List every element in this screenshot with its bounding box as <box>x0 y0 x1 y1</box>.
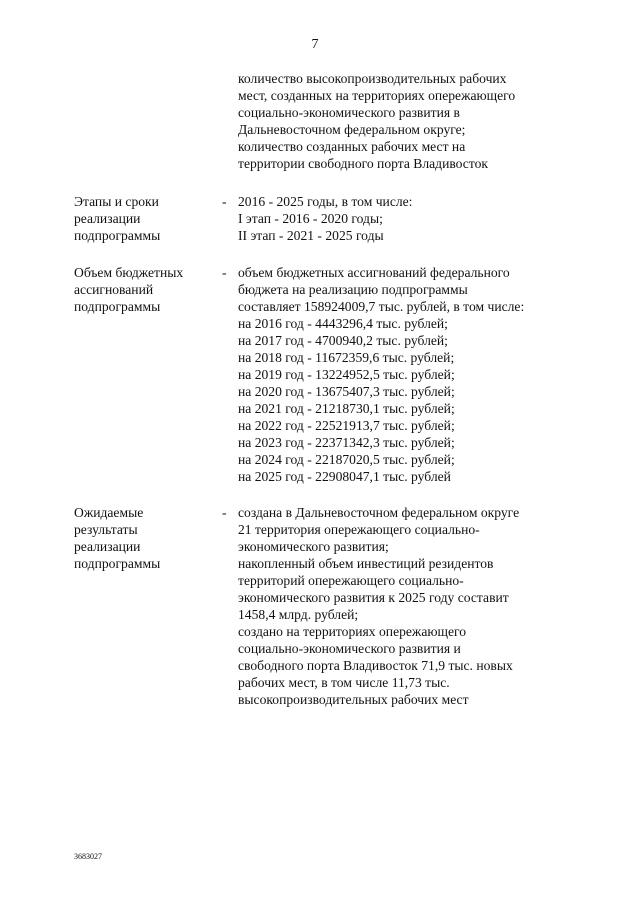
value-line: свободного порта Владивосток 71,9 тыс. новых <box>238 658 513 673</box>
value-line: 21 территория опережающего социально- <box>238 522 480 537</box>
value-line: на 2017 год - 4700940,2 тыс. рублей; <box>238 333 448 348</box>
label-line: подпрограммы <box>74 228 161 243</box>
document-code: 3683027 <box>74 852 102 861</box>
section-results-value <box>238 504 583 708</box>
section-continuation-value <box>238 70 583 172</box>
label-line: ассигнований <box>74 282 154 297</box>
section-budget-label <box>74 264 214 315</box>
label-line: Объем бюджетных <box>74 265 184 280</box>
dash-separator: - <box>222 265 227 280</box>
value-line: социально-экономического развития и <box>238 641 461 656</box>
value-line: создана в Дальневосточном федеральном округе <box>238 505 520 520</box>
label-line: реализации <box>74 539 141 554</box>
value-line: количество высокопроизводительных рабочих <box>238 71 507 86</box>
section-stages-value <box>238 193 583 244</box>
value-line: Дальневосточном федеральном округе; <box>238 122 466 137</box>
label-line: реализации <box>74 211 141 226</box>
value-line: территории свободного порта Владивосток <box>238 156 489 171</box>
page-number: 7 <box>311 37 319 52</box>
value-line: накопленный объем инвестиций резидентов <box>238 556 494 571</box>
value-line: на 2025 год - 22908047,1 тыс. рублей <box>238 469 451 484</box>
value-line: 2016 - 2025 годы, в том числе: <box>238 194 413 209</box>
label-line: результаты <box>74 522 138 537</box>
label-line: подпрограммы <box>74 299 161 314</box>
value-line: на 2019 год - 13224952,5 тыс. рублей; <box>238 367 455 382</box>
value-line: на 2020 год - 13675407,3 тыс. рублей; <box>238 384 455 399</box>
value-line: социально-экономического развития в <box>238 105 460 120</box>
label-line: подпрограммы <box>74 556 161 571</box>
value-line: бюджета на реализацию подпрограммы <box>238 282 468 297</box>
value-line: на 2024 год - 22187020,5 тыс. рублей; <box>238 452 455 467</box>
dash-separator: - <box>222 194 227 209</box>
value-line: составляет 158924009,7 тыс. рублей, в том числе: <box>238 299 525 314</box>
value-line: создано на территориях опережающего <box>238 624 467 639</box>
value-line: мест, созданных на территориях опережающего <box>238 88 516 103</box>
value-line: рабочих мест, в том числе 11,73 тыс. <box>238 675 450 690</box>
value-line: количество созданных рабочих мест на <box>238 139 466 154</box>
section-results-label <box>74 504 214 572</box>
value-line: высокопроизводительных рабочих мест <box>238 692 469 707</box>
value-line: территорий опережающего социально- <box>238 573 464 588</box>
dash-separator: - <box>222 505 227 520</box>
value-line: на 2018 год - 11672359,6 тыс. рублей; <box>238 350 455 365</box>
label-line: Ожидаемые <box>74 505 144 520</box>
value-line: 1458,4 млрд. рублей; <box>238 607 359 622</box>
value-line: на 2022 год - 22521913,7 тыс. рублей; <box>238 418 455 433</box>
value-line: на 2021 год - 21218730,1 тыс. рублей; <box>238 401 455 416</box>
label-line: Этапы и сроки <box>74 194 159 209</box>
section-stages-label <box>74 193 214 244</box>
section-budget-value <box>238 264 583 485</box>
value-line: I этап - 2016 - 2020 годы; <box>238 211 383 226</box>
value-line: на 2023 год - 22371342,3 тыс. рублей; <box>238 435 455 450</box>
value-line: на 2016 год - 4443296,4 тыс. рублей; <box>238 316 448 331</box>
value-line: объем бюджетных ассигнований федерального <box>238 265 510 280</box>
value-line: экономического развития; <box>238 539 389 554</box>
value-line: экономического развития к 2025 году составит <box>238 590 509 605</box>
value-line: II этап - 2021 - 2025 годы <box>238 228 384 243</box>
